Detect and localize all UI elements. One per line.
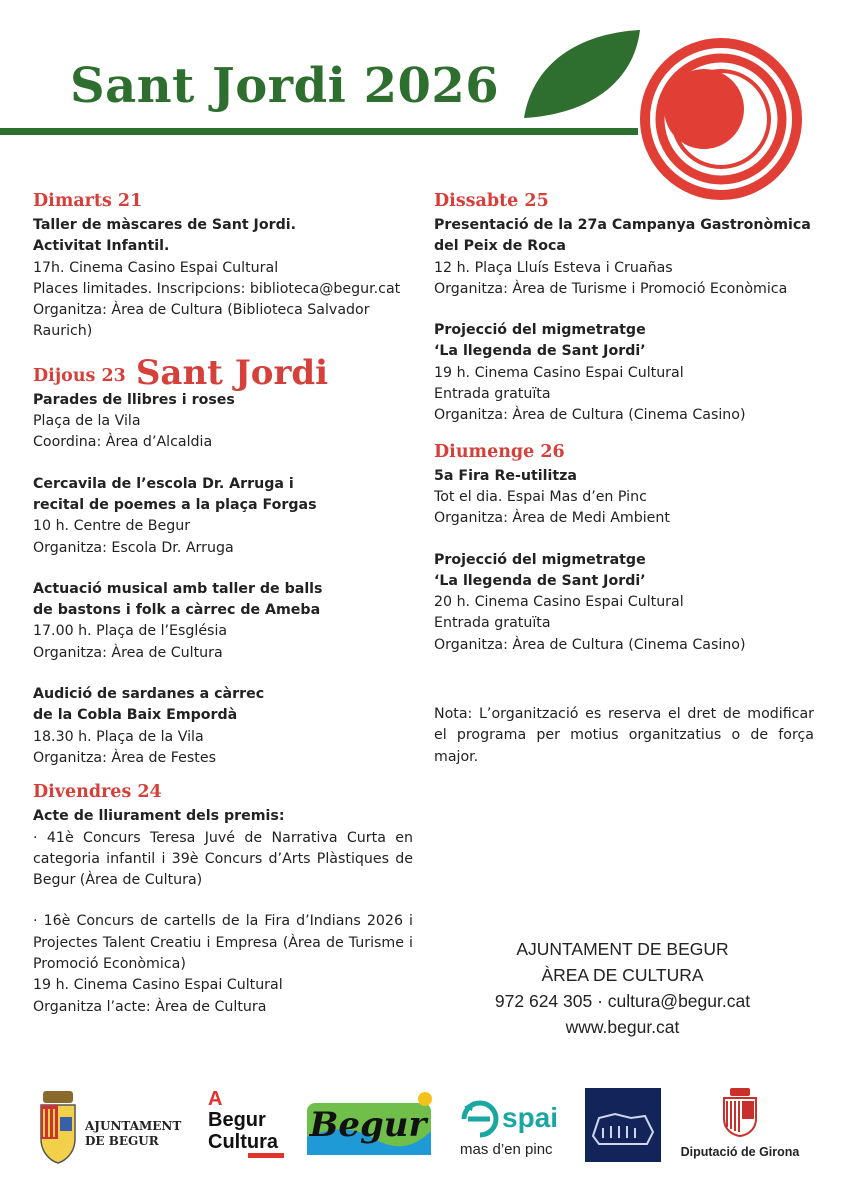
day-heading: Dimarts 21 [33,191,143,211]
event-title: Parades de llibres i roses [33,391,235,408]
left-column [33,190,413,1038]
event-line: 10 h. Centre de Begur [33,518,191,535]
day-diumenge [434,441,814,656]
note-text: Nota: L’organització es reserva el dret de modificar el programa per motius organitzatius o de força major. [434,706,814,765]
espai-logo-text: spai [502,1102,559,1133]
event-title: recital de poemes a la plaça Forgas [33,496,317,513]
event-line: Raurich) [33,323,93,340]
event-title: Projecció del migmetratge [434,322,646,339]
event-title: Projecció del migmetratge [434,551,646,568]
begur-cultura-logo [208,1089,298,1165]
event-line: 17h. Cinema Casino Espai Cultural [33,259,279,276]
diputacio-crest-icon [720,1087,760,1137]
coat-of-arms-icon [35,1089,81,1165]
event-premis [33,806,413,1018]
event-line: Coordina: Àrea d’Alcaldia [33,434,213,451]
event-line: Organitza l’acte: Àrea de Cultura [33,998,267,1015]
cultura-logo-cultura: Cultura [208,1131,278,1153]
event-title: Audició de sardanes a càrrec [33,686,265,703]
cultura-logo-bar [248,1153,284,1158]
event-title: Actuació musical amb taller de balls [33,580,323,597]
diputacio-logo-text: Diputació de Girona [680,1145,800,1159]
event-line: 19 h. Cinema Casino Espai Cultural [33,977,283,994]
event-line: Organitza: Àrea de Cultura [33,644,223,661]
contact-line: 972 624 305 · cultura@begur.cat [494,991,751,1011]
blue-building-logo [585,1088,661,1162]
event-title: del Peix de Roca [434,238,566,255]
event-line: Organitza: Àrea de Festes [33,749,216,766]
event-line: Organitza: Àrea de Turisme i Promoció Econòmica [434,280,788,297]
ajuntament-logo-text: AJUNTAMENT [85,1119,182,1133]
event-title: Cercavila de l’escola Dr. Arruga i [33,475,294,492]
day-dijous [33,352,413,769]
event-title: Taller de màscares de Sant Jordi. [33,217,296,233]
event-line: Organitza: Àrea de Cultura (Cinema Casino) [434,407,746,424]
website-link[interactable]: www.begur.cat [565,1017,680,1037]
sant-jordi-heading: Sant Jordi [135,352,329,393]
begur-logo-text: Begur [309,1105,427,1145]
event-mascares [33,215,413,343]
right-column [434,190,814,768]
espai-e-icon [458,1097,500,1139]
espai-logo [458,1093,580,1163]
event-line: Entrada gratuïta [434,386,551,403]
day-heading: Diumenge 26 [434,441,565,462]
event-title: ‘La llegenda de Sant Jordi’ [434,572,646,589]
event-parades [33,390,413,454]
event-line: Places limitades. Inscripcions: biblioteca@begur.cat [33,280,401,297]
event-projeccio-26 [434,550,814,656]
title-underline [0,128,638,135]
day-label: Dijous 23 [33,365,126,386]
prize-item: · 16è Concurs de cartells de la Fira d’Indians 2026 i Projectes Talent Creatiu i Empresa (Àrea de Turisme i Promoció Econòmica) [33,913,413,973]
contact-block [460,936,785,1040]
org-name: AJUNTAMENT DE BEGUR [516,939,729,959]
logos-row [30,1085,820,1165]
espai-logo-sub: mas d’en pinc [460,1141,553,1158]
event-title: ‘La llegenda de Sant Jordi’ [434,343,646,360]
event-line: 19 h. Cinema Casino Espai Cultural [434,364,684,381]
day-heading [33,352,413,393]
event-title: de la Cobla Baix Empordà [33,707,238,724]
day-heading: Dissabte 25 [434,191,549,211]
event-line: Entrada gratuïta [434,615,551,632]
event-line: Tot el dia. Espai Mas d’en Pinc [434,488,647,505]
prize-item: · 41è Concurs Teresa Juvé de Narrativa Curta en categoria infantil i 39è Concurs d’Arts Plàstiques de Begur (Àrea de Cultura) [33,829,413,889]
day-heading: Divendres 24 [33,782,162,803]
begur-logo [305,1091,435,1161]
event-line: Plaça de la Vila [33,413,141,430]
day-dimarts [33,190,413,343]
cultura-logo-a: A [208,1088,223,1110]
event-line: Organitza: Àrea de Cultura (Biblioteca Salvador [33,302,370,319]
event-line: Organitza: Àrea de Medi Ambient [434,510,670,527]
ajuntament-logo-text: DE BEGUR [85,1134,159,1148]
event-title: Activitat Infantil. [33,238,170,255]
event-fira [434,466,814,530]
building-icon [585,1088,661,1162]
event-line: 17.00 h. Plaça de l’Església [33,623,228,640]
event-sardanes [33,684,413,769]
org-area: ÀREA DE CULTURA [541,965,704,985]
event-title: 5a Fira Re-utilitza [434,467,577,484]
event-campanya [434,215,814,300]
day-divendres [33,781,413,1018]
page-title: Sant Jordi 2026 [70,58,500,114]
event-line: 12 h. Plaça Lluís Esteva i Cruañas [434,259,673,276]
event-line: Organitza: Àrea de Cultura (Cinema Casino) [434,636,746,653]
event-line: Organitza: Escola Dr. Arruga [33,539,234,556]
event-line: 18.30 h. Plaça de la Vila [33,728,204,745]
event-title: Acte de lliurament dels premis: [33,808,285,825]
event-cercavila [33,474,413,559]
leaf-shape [522,28,642,120]
event-projeccio-25 [434,320,814,426]
spacer [33,891,413,911]
day-dissabte [434,190,814,427]
rose-circle-icon [638,36,804,202]
ajuntament-begur-logo [35,1089,190,1165]
event-title: de bastons i folk a càrrec de Ameba [33,602,321,619]
event-actuacio [33,579,413,664]
diputacio-girona-logo [675,1087,805,1165]
cultura-logo-begur: Begur [208,1109,266,1131]
event-line: 20 h. Cinema Casino Espai Cultural [434,594,684,611]
event-title: Presentació de la 27a Campanya Gastronòmica [434,217,811,233]
